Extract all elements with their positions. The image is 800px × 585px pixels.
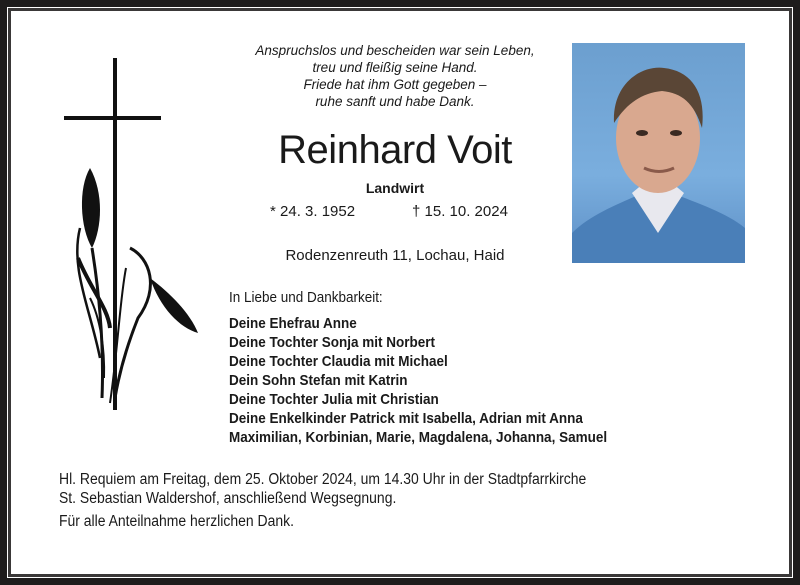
portrait-photo (572, 43, 745, 263)
cross-wheat-icon (60, 58, 205, 413)
birth-date: * 24. 3. 1952 (270, 203, 356, 220)
address: Rodenzenreuth 11, Lochau, Haid (285, 247, 505, 264)
motto-line: ruhe sanft und habe Dank. (315, 94, 475, 109)
mourner-line: Deine Tochter Sonja mit Norbert (229, 334, 436, 351)
motto-line: Anspruchslos und bescheiden war sein Leben, (255, 43, 535, 58)
mourner-line: Deine Ehefrau Anne (229, 315, 357, 332)
mourner-line: Dein Sohn Stefan mit Katrin (229, 372, 408, 389)
service-line: St. Sebastian Waldershof, anschließend Wegsegnung. (59, 490, 397, 507)
motto-verse (200, 42, 590, 110)
motto-line: Friede hat ihm Gott gegeben – (303, 77, 487, 92)
mourner-line: Deine Tochter Julia mit Christian (229, 391, 439, 408)
mourner-line: Deine Enkelkinder Patrick mit Isabella, Adrian mit Anna (229, 410, 583, 427)
mourner-line: Deine Tochter Claudia mit Michael (229, 353, 448, 370)
mourner-line: Maximilian, Korbinian, Marie, Magdalena, Johanna, Samuel (229, 429, 608, 446)
mourners-intro: In Liebe und Dankbarkeit: (229, 290, 383, 306)
death-date: † 15. 10. 2024 (412, 203, 508, 220)
deceased-name: Reinhard Voit (278, 128, 512, 172)
service-info (59, 470, 586, 508)
occupation: Landwirt (365, 180, 425, 196)
service-line: Hl. Requiem am Freitag, dem 25. Oktober 2024, um 14.30 Uhr in der Stadtpfarrkirche (59, 471, 587, 488)
motto-line: treu und fleißig seine Hand. (312, 60, 478, 75)
portrait-image (572, 43, 745, 263)
mourners-list (229, 314, 607, 447)
thanks-note: Für alle Anteilnahme herzlichen Dank. (59, 513, 294, 530)
